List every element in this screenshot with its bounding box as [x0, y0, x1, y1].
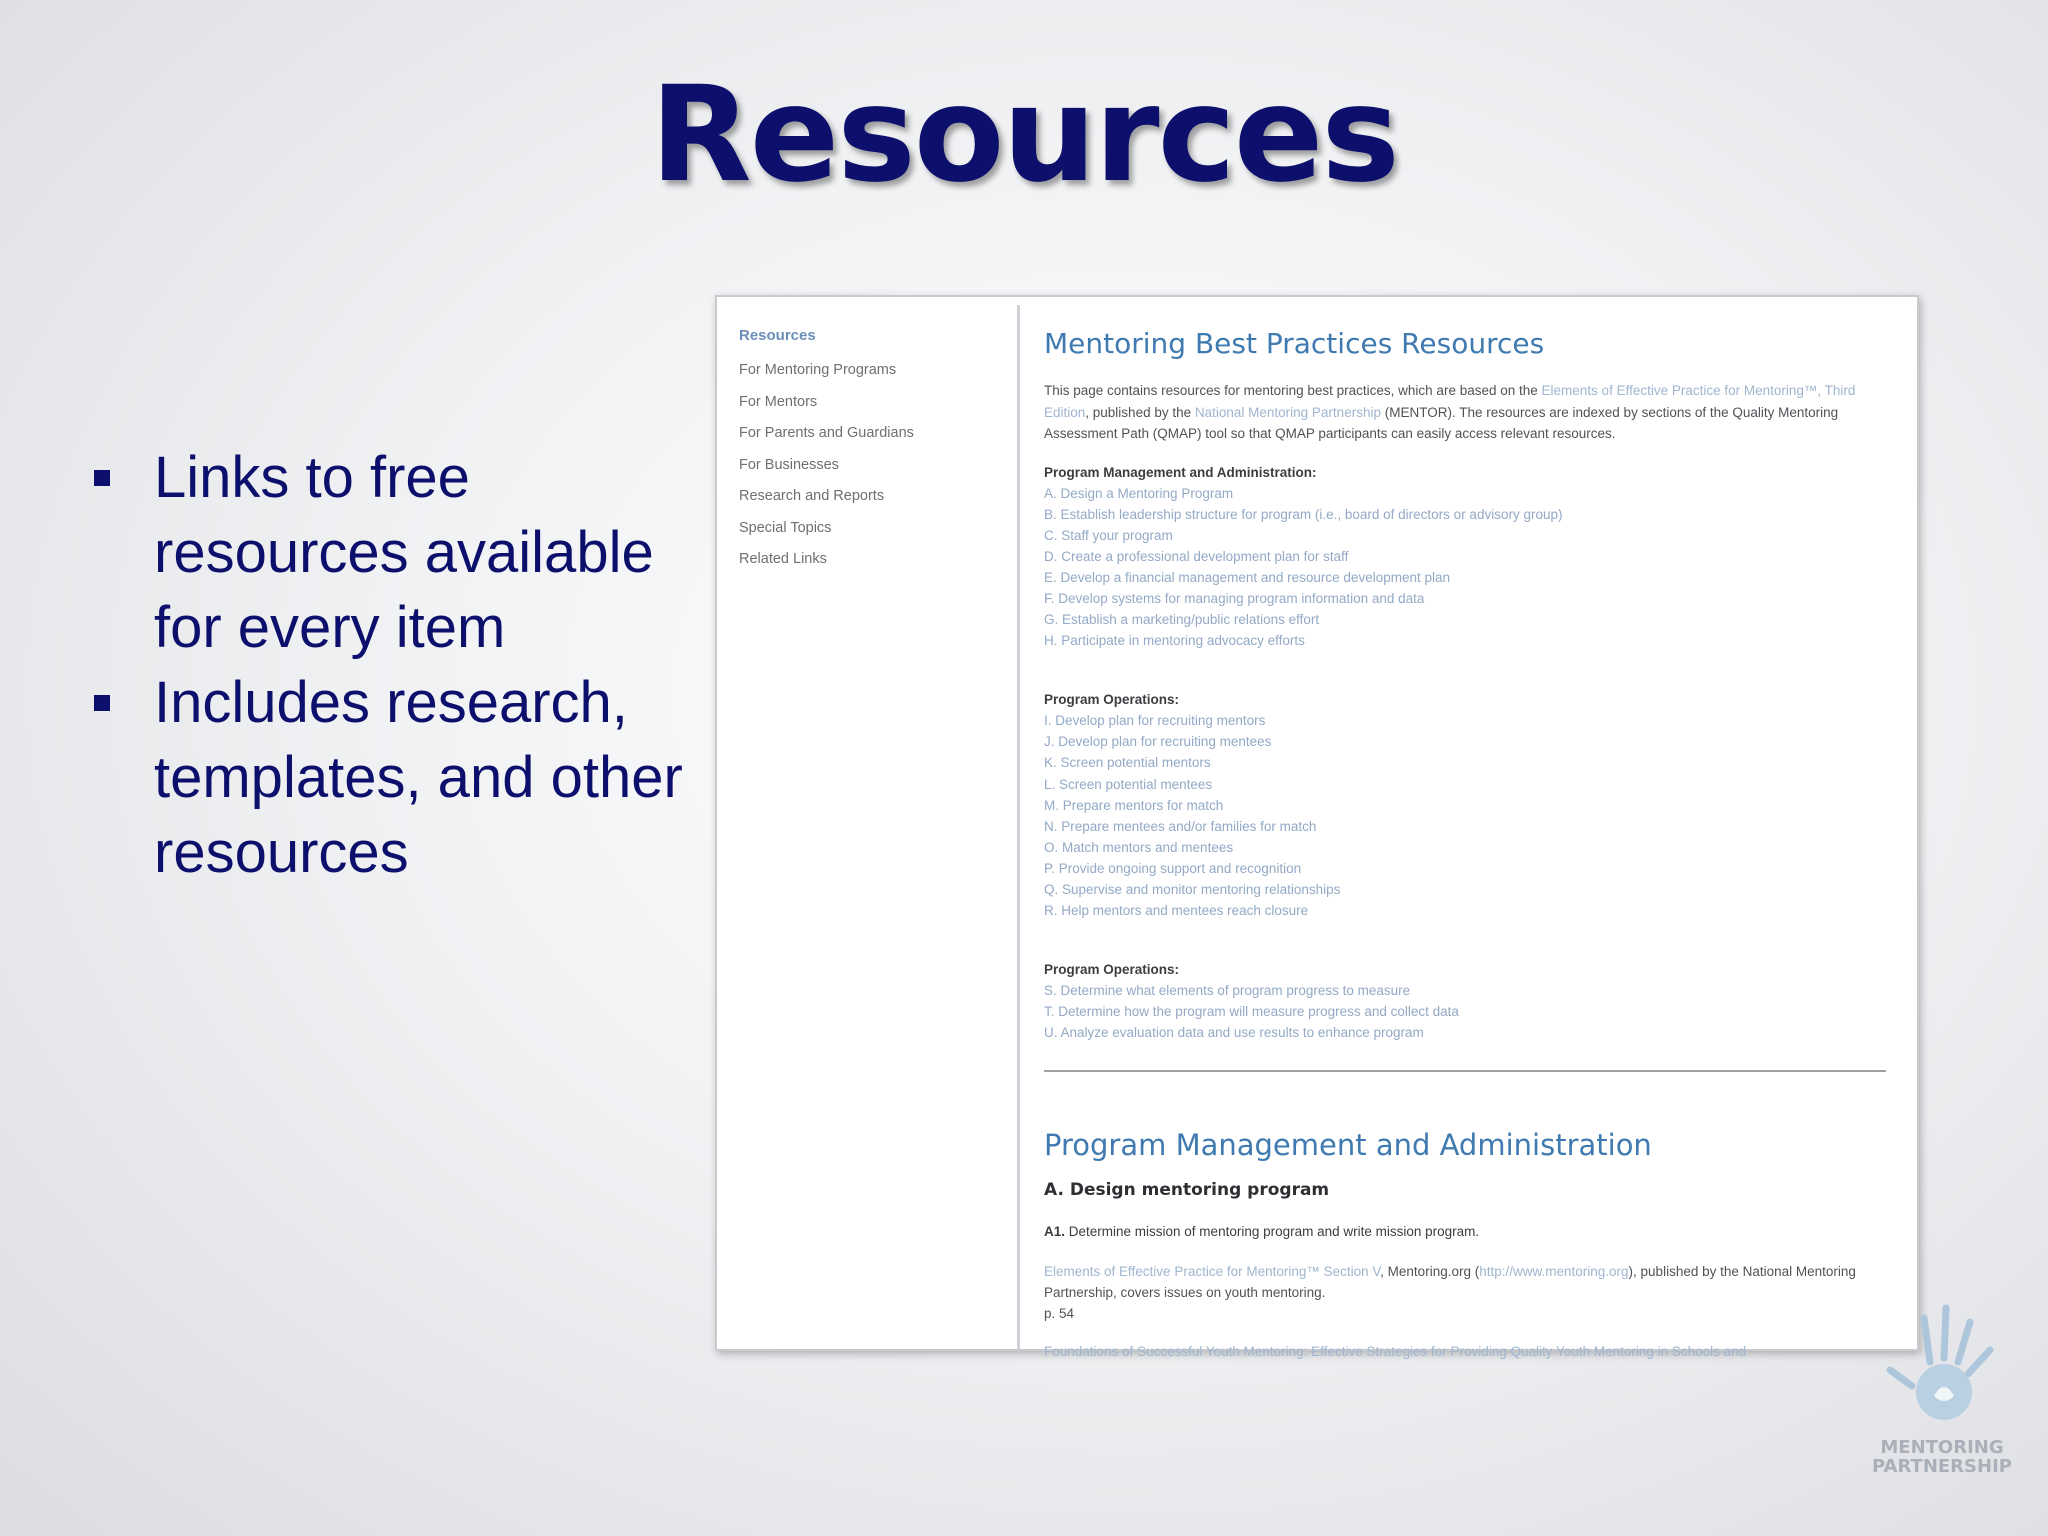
- toc-link[interactable]: T. Determine how the program will measure progress and collect data: [1044, 1004, 1459, 1020]
- toc-link[interactable]: U. Analyze evaluation data and use results to enhance program: [1044, 1025, 1424, 1041]
- section-heading: Program Operations:: [1044, 692, 1180, 708]
- sidebar-item-special-topics[interactable]: Special Topics: [739, 519, 832, 536]
- toc-link[interactable]: N. Prepare mentees and/or families for match: [1044, 818, 1317, 834]
- hand-logo-icon: [1872, 1300, 2012, 1440]
- sidebar-heading[interactable]: Resources: [739, 327, 816, 344]
- toc-link[interactable]: D. Create a professional development plan for staff: [1044, 548, 1349, 564]
- horizontal-rule: [1044, 1070, 1886, 1072]
- toc-link[interactable]: C. Staff your program: [1044, 527, 1173, 543]
- toc-link[interactable]: H. Participate in mentoring advocacy efforts: [1044, 633, 1305, 649]
- sidebar-item-mentoring-programs[interactable]: For Mentoring Programs: [739, 362, 897, 378]
- toc-link[interactable]: O. Match mentors and mentees: [1044, 839, 1234, 855]
- sidebar-item-research[interactable]: Research and Reports: [739, 488, 885, 504]
- bullet-text: Includes research, templates, and other resources: [154, 670, 683, 885]
- bullet-list: [92, 440, 712, 890]
- section-title: Program Management and Administration: [1044, 1128, 1652, 1163]
- sidebar-item-related-links[interactable]: Related Links: [739, 551, 827, 567]
- bullet-square-icon: [94, 470, 110, 486]
- foundations-link[interactable]: Foundations of Successful Youth Mentoring: Effective Strategies for Providing Quality Youth Mentoring in Schools and: [1044, 1344, 1747, 1360]
- toc-link[interactable]: A. Design a Mentoring Program: [1044, 485, 1234, 501]
- elements-link[interactable]: Elements of Effective Practice for Mentoring™, Third Edition: [1044, 383, 1856, 420]
- mentor-link[interactable]: National Mentoring Partnership: [1194, 404, 1381, 420]
- toc-link[interactable]: S. Determine what elements of program progress to measure: [1044, 983, 1411, 999]
- toc-link[interactable]: P. Provide ongoing support and recognition: [1044, 860, 1302, 876]
- toc-link[interactable]: I. Develop plan for recruiting mentors: [1044, 713, 1266, 729]
- toc-link[interactable]: J. Develop plan for recruiting mentees: [1044, 734, 1272, 750]
- bullet-item: [92, 440, 712, 665]
- slide-title: Resources: [650, 58, 1398, 212]
- toc-link[interactable]: F. Develop systems for managing program information and data: [1044, 590, 1425, 606]
- toc-link[interactable]: Q. Supervise and monitor mentoring relationships: [1044, 882, 1341, 897]
- toc-link[interactable]: E. Develop a financial management and resource development plan: [1044, 569, 1451, 585]
- toc-link[interactable]: L. Screen potential mentees: [1044, 776, 1213, 792]
- logo-text: MENTORING PARTNERSHIP: [1872, 1437, 2012, 1477]
- toc-link[interactable]: B. Establish leadership structure for program (i.e., board of directors or advisory group): [1044, 506, 1563, 522]
- toc-link[interactable]: R. Help mentors and mentees reach closure: [1044, 903, 1309, 919]
- mentoring-org-link[interactable]: http://www.mentoring.org: [1479, 1264, 1629, 1280]
- sidebar-nav: [739, 327, 1009, 583]
- sidebar-item-parents[interactable]: For Parents and Guardians: [739, 425, 914, 441]
- reference-link[interactable]: Elements of Effective Practice for Mentoring™ Section V: [1044, 1264, 1381, 1280]
- toc-link[interactable]: M. Prepare mentors for match: [1044, 797, 1224, 813]
- subsection-title: A. Design mentoring program: [1044, 1180, 1330, 1201]
- toc-link[interactable]: K. Screen potential mentors: [1044, 755, 1211, 771]
- website-screenshot: [715, 295, 1919, 1360]
- section-heading: Program Management and Administration:: [1044, 464, 1317, 480]
- sidebar-divider: [1017, 305, 1020, 1349]
- sidebar-item-mentors[interactable]: For Mentors: [739, 393, 818, 410]
- bullet-item: [92, 665, 712, 890]
- toc-link[interactable]: G. Establish a marketing/public relations effort: [1044, 612, 1320, 628]
- mentoring-partnership-logo: [1872, 1300, 2012, 1510]
- intro-paragraph: This page contains resources for mentoring best practices, which are based on the Elements of Effective Practice for Mentoring™, Third Edition, published by the National Mentoring Partnership (MENTOR). The resources are indexed by sections of the Quality Mentoring Assessment Path (QMAP) tool so that QMAP participants can easily access relevant resources.: [1044, 383, 1856, 441]
- a1-paragraph: A1. Determine mission of mentoring program and write mission program.: [1044, 1224, 1480, 1240]
- reference-paragraph: Elements of Effective Practice for Mentoring™ Section V, Mentoring.org (http://www.mentoring.org), published by the National Mentoring Partnership, covers issues on youth mentoring. p. 54: [1044, 1264, 1856, 1322]
- section-heading: Program Operations:: [1044, 962, 1180, 978]
- bullet-text: Links to free resources available for every item: [154, 445, 654, 660]
- main-content: [1044, 327, 1894, 1359]
- sidebar-item-businesses[interactable]: For Businesses: [739, 456, 839, 473]
- bullet-square-icon: [94, 695, 110, 711]
- page-title: Mentoring Best Practices Resources: [1044, 327, 1545, 360]
